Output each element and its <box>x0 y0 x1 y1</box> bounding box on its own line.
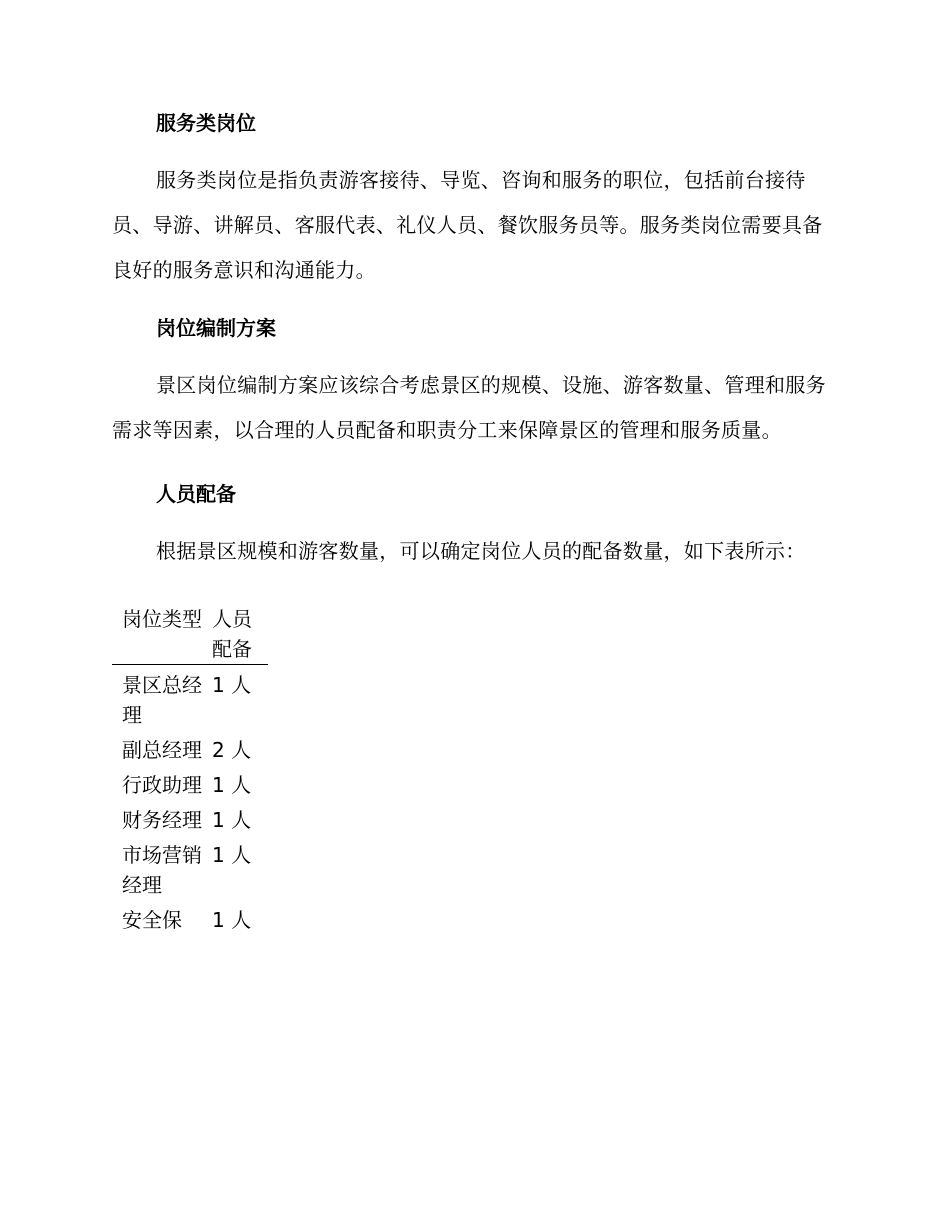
table-row <box>112 765 268 800</box>
table-header-headcount: 人员配备 <box>202 604 268 665</box>
table-cell-headcount: 1 人 <box>212 808 252 832</box>
table-row <box>112 900 268 935</box>
table-header-position-type: 岗位类型 <box>112 604 202 665</box>
table-row <box>112 730 268 765</box>
table-cell-headcount: 1 人 <box>212 773 252 797</box>
table-row <box>112 800 268 835</box>
table-cell-position: 安全保 <box>122 908 182 932</box>
section-heading-personnel: 人员配备 <box>156 482 236 506</box>
table-row <box>112 835 268 900</box>
document-page <box>112 108 832 935</box>
table-cell-headcount: 1 人 <box>212 673 252 697</box>
table-row <box>112 665 268 731</box>
table-cell-position: 行政助理 <box>122 773 202 797</box>
table-header-row <box>112 604 268 665</box>
section-heading-staffing-plan: 岗位编制方案 <box>156 316 276 340</box>
table-cell-position: 财务经理 <box>122 808 202 832</box>
table-cell-headcount: 1 人 <box>212 908 252 932</box>
table-cell-position: 景区总经理 <box>122 673 202 727</box>
section-paragraph-personnel: 根据景区规模和游客数量，可以确定岗位人员的配备数量，如下表所示： <box>156 539 806 563</box>
section-paragraph-service-positions: 服务类岗位是指负责游客接待、导览、咨询和服务的职位，包括前台接待员、导游、讲解员、客服代表、礼仪人员、餐饮服务员等。服务类岗位需要具备良好的服务意识和沟通能力。 <box>112 168 823 282</box>
table-cell-headcount: 2 人 <box>212 738 252 762</box>
section-heading-service-positions: 服务类岗位 <box>156 111 256 135</box>
staffing-table <box>112 604 268 935</box>
table-cell-position: 市场营销经理 <box>122 843 202 897</box>
table-cell-headcount: 1 人 <box>212 843 252 867</box>
section-paragraph-staffing-plan: 景区岗位编制方案应该综合考虑景区的规模、设施、游客数量、管理和服务需求等因素，以合理的人员配备和职责分工来保障景区的管理和服务质量。 <box>112 373 826 442</box>
table-cell-position: 副总经理 <box>122 738 202 762</box>
